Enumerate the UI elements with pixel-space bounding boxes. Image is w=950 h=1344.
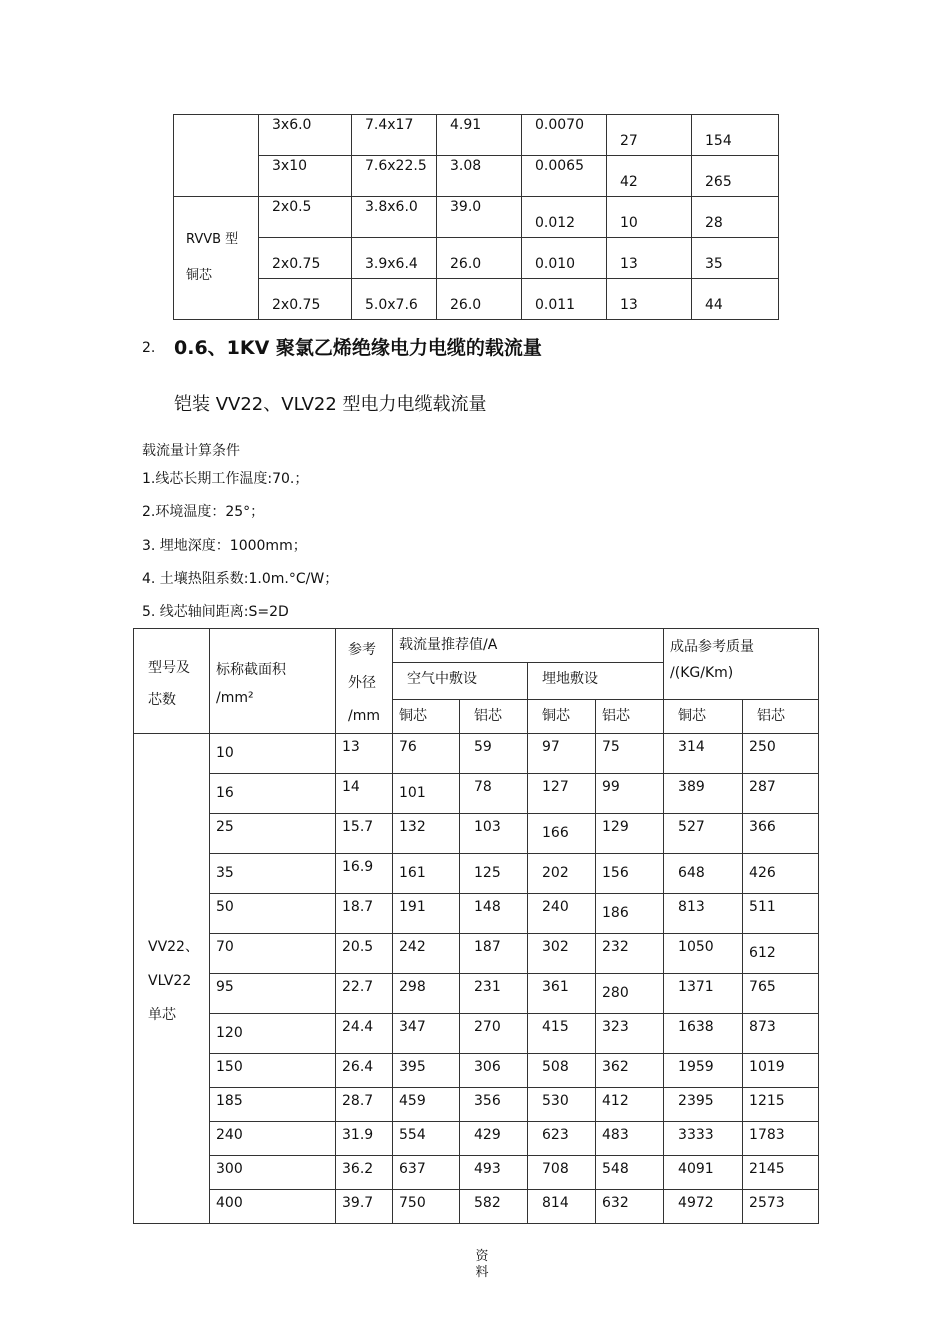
table-cell: 1050 — [664, 934, 743, 974]
model-line: VLV22 — [148, 973, 192, 989]
table-row — [174, 279, 779, 320]
table-cell: 16.9 — [336, 854, 393, 894]
table-cell: 101 — [393, 774, 460, 814]
table-cell: 612 — [743, 934, 819, 974]
table-cell: 70 — [210, 934, 336, 974]
table-cell: 13 — [607, 279, 692, 320]
group-label-line2: 铜芯 — [186, 268, 213, 283]
weight-cu-header: 铜芯 — [664, 699, 743, 733]
table-cell: 2573 — [743, 1190, 819, 1224]
table-cell: 3.8x6.0 — [352, 197, 437, 238]
od-header-line2: 外径 — [348, 675, 376, 691]
model-header-line2: 芯数 — [148, 691, 176, 708]
table-cell: 148 — [460, 894, 528, 934]
table-cell: 202 — [528, 854, 596, 894]
table-cell: 306 — [460, 1054, 528, 1088]
table-cell: 14 — [336, 774, 393, 814]
table-cell: 31.9 — [336, 1122, 393, 1156]
table-cell: 765 — [743, 974, 819, 1014]
table-cell: 2x0.5 — [259, 197, 352, 238]
od-header — [336, 629, 393, 734]
table-row — [134, 1014, 819, 1054]
table-cell: 459 — [393, 1088, 460, 1122]
table-cell: 27 — [607, 115, 692, 156]
table-row — [134, 774, 819, 814]
ground-al-header: 铝芯 — [596, 699, 664, 733]
table-cell: 265 — [692, 156, 779, 197]
footer-line2: 料 — [475, 1265, 489, 1280]
air-header: 空气中敷设 — [393, 663, 528, 699]
table-cell: 814 — [528, 1190, 596, 1224]
table-cell: 4091 — [664, 1156, 743, 1190]
rvvb-spec-table — [173, 114, 779, 320]
table-cell: 493 — [460, 1156, 528, 1190]
table-row — [134, 1088, 819, 1122]
od-header-line1: 参考 — [348, 642, 376, 658]
model-line: VV22、 — [148, 939, 199, 955]
table-cell: 280 — [596, 974, 664, 1014]
table-cell: 7.6x22.5 — [352, 156, 437, 197]
air-cu-header: 铜芯 — [393, 699, 460, 733]
table-cell: 582 — [460, 1190, 528, 1224]
table-cell: 426 — [743, 854, 819, 894]
empty-group-cell — [174, 115, 259, 197]
table-cell: 59 — [460, 734, 528, 774]
table-row — [134, 974, 819, 1014]
table-cell: 648 — [664, 854, 743, 894]
table-cell: 25 — [210, 814, 336, 854]
table-cell: 0.012 — [522, 197, 607, 238]
condition-item: 3. 埋地深度：1000mm； — [142, 538, 307, 554]
table-cell: 270 — [460, 1014, 528, 1054]
table-cell: 483 — [596, 1122, 664, 1156]
table-cell: 400 — [210, 1190, 336, 1224]
table-cell: 13 — [336, 734, 393, 774]
table-cell: 10 — [210, 734, 336, 774]
table-cell: 389 — [664, 774, 743, 814]
table-cell: 44 — [692, 279, 779, 320]
table-cell: 103 — [460, 814, 528, 854]
table-cell: 0.0065 — [522, 156, 607, 197]
table-cell: 39.0 — [437, 197, 522, 238]
table-cell: 161 — [393, 854, 460, 894]
table-cell: 191 — [393, 894, 460, 934]
table-cell: 242 — [393, 934, 460, 974]
table-cell: 240 — [210, 1122, 336, 1156]
table-cell: 1638 — [664, 1014, 743, 1054]
table-row — [134, 734, 819, 774]
table-cell: 4972 — [664, 1190, 743, 1224]
table-cell: 356 — [460, 1088, 528, 1122]
table-cell: 3x10 — [259, 156, 352, 197]
footer-line1: 资 — [475, 1249, 489, 1264]
table-cell: 813 — [664, 894, 743, 934]
table-cell: 15.7 — [336, 814, 393, 854]
table-cell: 302 — [528, 934, 596, 974]
table-row — [134, 1190, 819, 1224]
table-row — [174, 156, 779, 197]
model-header — [134, 629, 210, 734]
table-cell: 156 — [596, 854, 664, 894]
page-footer — [475, 1249, 489, 1281]
table-cell: 530 — [528, 1088, 596, 1122]
table-cell: 232 — [596, 934, 664, 974]
table-cell: 415 — [528, 1014, 596, 1054]
table-cell: 125 — [460, 854, 528, 894]
table-cell: 527 — [664, 814, 743, 854]
table-cell: 300 — [210, 1156, 336, 1190]
table-cell: 5.0x7.6 — [352, 279, 437, 320]
table-cell: 0.0070 — [522, 115, 607, 156]
table-cell: 323 — [596, 1014, 664, 1054]
table-cell: 511 — [743, 894, 819, 934]
table-row — [174, 115, 779, 156]
table-cell: 1783 — [743, 1122, 819, 1156]
table-cell: 4.91 — [437, 115, 522, 156]
table-cell: 0.010 — [522, 238, 607, 279]
condition-item: 4. 土壤热阻系数:1.0m.°C/W； — [142, 571, 339, 587]
table-cell: 637 — [393, 1156, 460, 1190]
table-cell: 13 — [607, 238, 692, 279]
table-cell: 95 — [210, 974, 336, 1014]
table-cell: 240 — [528, 894, 596, 934]
table-cell: 231 — [460, 974, 528, 1014]
table-cell: 2395 — [664, 1088, 743, 1122]
area-header-line2: /mm² — [216, 689, 254, 706]
condition-item: 5. 线芯轴间距离:S=2D — [142, 604, 289, 620]
table-cell: 28 — [692, 197, 779, 238]
area-header — [210, 629, 336, 734]
table-cell: 35 — [210, 854, 336, 894]
header-row — [134, 629, 819, 663]
model-cell — [134, 734, 210, 1224]
table-cell: 76 — [393, 734, 460, 774]
table-cell: 3.9x6.4 — [352, 238, 437, 279]
table-cell: 750 — [393, 1190, 460, 1224]
table-cell: 185 — [210, 1088, 336, 1122]
table-cell: 873 — [743, 1014, 819, 1054]
table-cell: 7.4x17 — [352, 115, 437, 156]
weight-header — [664, 629, 819, 700]
group-label-cell — [174, 197, 259, 320]
table-cell: 429 — [460, 1122, 528, 1156]
table-cell: 623 — [528, 1122, 596, 1156]
table-cell: 24.4 — [336, 1014, 393, 1054]
weight-header-line1: 成品参考质量 — [670, 639, 755, 655]
model-header-line1: 型号及 — [148, 659, 190, 676]
table-cell: 26.0 — [437, 279, 522, 320]
table-cell: 78 — [460, 774, 528, 814]
table-cell: 39.7 — [336, 1190, 393, 1224]
table-cell: 26.4 — [336, 1054, 393, 1088]
table-cell: 314 — [664, 734, 743, 774]
table-cell: 3x6.0 — [259, 115, 352, 156]
table-row — [174, 238, 779, 279]
table-cell: 548 — [596, 1156, 664, 1190]
table-cell: 1019 — [743, 1054, 819, 1088]
ampacity-header: 载流量推荐值/A — [393, 629, 664, 663]
ground-cu-header: 铜芯 — [528, 699, 596, 733]
section-number: 2. — [142, 340, 156, 356]
condition-item: 1.线芯长期工作温度:70.； — [142, 471, 309, 487]
table-cell: 366 — [743, 814, 819, 854]
table-cell: 97 — [528, 734, 596, 774]
table-cell: 2x0.75 — [259, 279, 352, 320]
ground-header: 埋地敷设 — [528, 663, 664, 699]
table-cell: 186 — [596, 894, 664, 934]
conditions-heading: 载流量计算条件 — [142, 443, 240, 459]
table-row — [134, 894, 819, 934]
table-cell: 187 — [460, 934, 528, 974]
table-cell: 298 — [393, 974, 460, 1014]
table-cell: 36.2 — [336, 1156, 393, 1190]
table-cell: 127 — [528, 774, 596, 814]
table-row — [134, 814, 819, 854]
table-cell: 132 — [393, 814, 460, 854]
table-cell: 26.0 — [437, 238, 522, 279]
table-cell: 508 — [528, 1054, 596, 1088]
table-cell: 22.7 — [336, 974, 393, 1014]
table-cell: 10 — [607, 197, 692, 238]
table-cell: 1215 — [743, 1088, 819, 1122]
table-cell: 35 — [692, 238, 779, 279]
weight-header-line2: /(KG/Km) — [670, 665, 734, 681]
table-cell: 16 — [210, 774, 336, 814]
table-cell: 1371 — [664, 974, 743, 1014]
weight-al-header: 铝芯 — [743, 699, 819, 733]
table-cell: 554 — [393, 1122, 460, 1156]
table-cell: 18.7 — [336, 894, 393, 934]
table-row — [134, 1054, 819, 1088]
table-cell: 154 — [692, 115, 779, 156]
table-cell: 3.08 — [437, 156, 522, 197]
table-cell: 50 — [210, 894, 336, 934]
table-cell: 0.011 — [522, 279, 607, 320]
area-header-line1: 标称截面积 — [216, 661, 286, 678]
table-cell: 20.5 — [336, 934, 393, 974]
table-row — [134, 854, 819, 894]
table-cell: 75 — [596, 734, 664, 774]
table-cell: 362 — [596, 1054, 664, 1088]
table-cell: 632 — [596, 1190, 664, 1224]
table-cell: 166 — [528, 814, 596, 854]
table-row — [174, 197, 779, 238]
table-cell: 395 — [393, 1054, 460, 1088]
table-cell: 150 — [210, 1054, 336, 1088]
table-cell: 2145 — [743, 1156, 819, 1190]
table-row — [134, 1122, 819, 1156]
ampacity-table — [133, 628, 819, 1224]
table-cell: 120 — [210, 1014, 336, 1054]
table-cell: 287 — [743, 774, 819, 814]
table-cell: 2x0.75 — [259, 238, 352, 279]
air-al-header: 铝芯 — [460, 699, 528, 733]
table-cell: 28.7 — [336, 1088, 393, 1122]
od-header-line3: /mm — [348, 708, 380, 724]
table-cell: 361 — [528, 974, 596, 1014]
table-cell: 1959 — [664, 1054, 743, 1088]
section-title: 0.6、1KV 聚氯乙烯绝缘电力电缆的载流量 — [174, 337, 542, 359]
model-line: 单芯 — [148, 1007, 176, 1023]
table-cell: 347 — [393, 1014, 460, 1054]
table-cell: 129 — [596, 814, 664, 854]
table-cell: 3333 — [664, 1122, 743, 1156]
table-cell: 99 — [596, 774, 664, 814]
table-row — [134, 934, 819, 974]
condition-item: 2.环境温度：25°； — [142, 504, 265, 520]
section-subtitle: 铠装 VV22、VLV22 型电力电缆载流量 — [174, 394, 487, 415]
table-row — [134, 1156, 819, 1190]
table-cell: 708 — [528, 1156, 596, 1190]
table-cell: 42 — [607, 156, 692, 197]
table-cell: 250 — [743, 734, 819, 774]
group-label-line1: RVVB 型 — [186, 232, 239, 247]
table-cell: 412 — [596, 1088, 664, 1122]
